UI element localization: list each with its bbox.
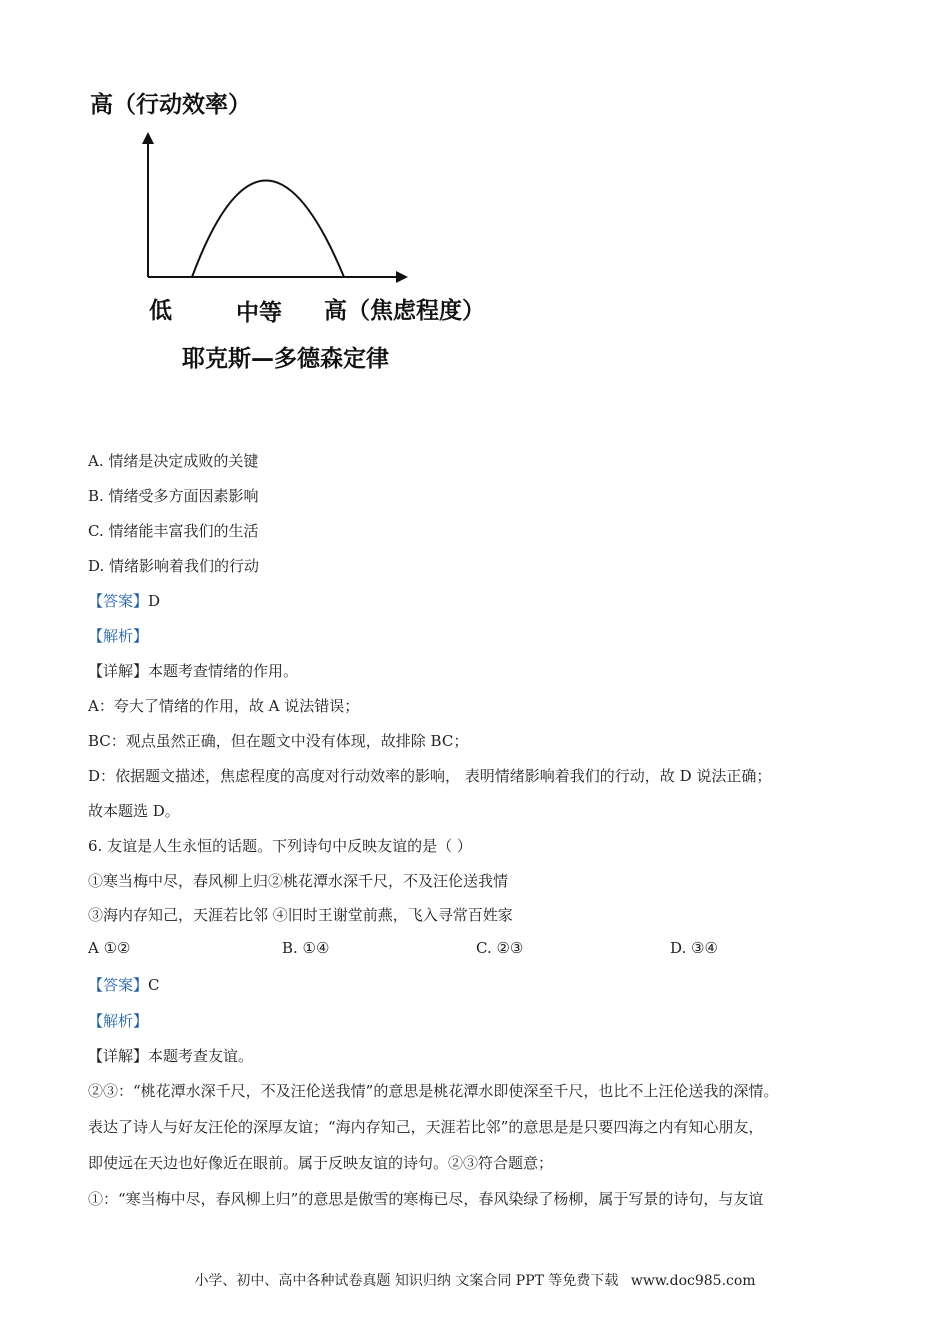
q6-poems-line-2: ③海内存知己，天涯若比邻 ④旧时王谢堂前燕，飞入寻常百姓家 <box>88 906 513 924</box>
q5-explanation-a: A：夸大了情绪的作用，故 A 说法错误； <box>88 697 360 715</box>
figure-y-axis-label: 高（行动效率） <box>90 92 251 118</box>
efficiency-curve <box>192 181 344 278</box>
q6-detail <box>88 1045 253 1066</box>
q6-explanation-4: ①：“寒当梅中尽，春风柳上归”的意思是傲雪的寒梅已尽，春风染绿了杨柳，属于写景的诗句，与友谊 <box>88 1190 764 1208</box>
q6-poems-line-1: ①寒当梅中尽，春风柳上归②桃花潭水深千尺，不及汪伦送我情 <box>88 872 509 890</box>
q5-option-b: B. 情绪受多方面因素影响 <box>88 487 259 505</box>
detail-text: 本题考查情绪的作用。 <box>148 662 299 680</box>
footer-text: 小学、初中、高中各种试卷真题 知识归纳 文案合同 PPT 等免费下载 <box>194 1273 619 1289</box>
q5-analysis <box>88 625 148 646</box>
q6-analysis <box>88 1010 148 1031</box>
answer-value: C <box>148 976 160 994</box>
yerkes-dodson-figure <box>88 80 508 380</box>
q6-option-a: A ①② <box>88 939 131 957</box>
q5-conclusion: 故本题选 D。 <box>88 802 180 820</box>
y-axis-arrow <box>142 132 154 144</box>
q5-detail <box>88 660 298 681</box>
figure-caption: 耶克斯—多德森定律 <box>182 346 389 372</box>
x-axis-arrow <box>396 271 408 283</box>
q5-option-d: D. 情绪影响着我们的行动 <box>88 557 260 575</box>
answer-tag: 【答案】 <box>88 976 149 994</box>
q5-option-c: C. 情绪能丰富我们的生活 <box>88 522 259 540</box>
q6-option-c: C. ②③ <box>476 939 524 957</box>
q6-option-d: D. ③④ <box>670 939 718 957</box>
page-footer <box>0 1270 950 1290</box>
figure-x-low: 低 <box>149 298 172 324</box>
analysis-tag: 【解析】 <box>88 1012 149 1030</box>
q5-option-a: A. 情绪是决定成败的关键 <box>88 452 259 470</box>
q5-explanation-bc: BC：观点虽然正确，但在题文中没有体现，故排除 BC； <box>88 732 469 750</box>
detail-tag: 【详解】 <box>88 662 149 680</box>
figure-x-high: 高（焦虑程度） <box>324 298 485 324</box>
q5-answer <box>88 590 160 611</box>
q6-answer <box>88 974 160 995</box>
analysis-tag: 【解析】 <box>88 627 149 645</box>
q6-explanation-2: 表达了诗人与好友汪伦的深厚友谊；“海内存知己，天涯若比邻”的意思是是只要四海之内有知心朋友， <box>88 1118 764 1136</box>
q5-explanation-d: D：依据题文描述，焦虑程度的高度对行动效率的影响， 表明情绪影响着我们的行动，故 D 说法正确； <box>88 767 772 785</box>
q6-explanation-3: 即使远在天边也好像近在眼前。属于反映友谊的诗句。②③符合题意； <box>88 1154 554 1172</box>
detail-tag: 【详解】 <box>88 1047 149 1065</box>
answer-tag: 【答案】 <box>88 592 149 610</box>
footer-link[interactable]: www.doc985.com <box>630 1273 756 1289</box>
figure-x-mid: 中等 <box>236 300 282 326</box>
q6-explanation-1: ②③：“桃花潭水深千尺，不及汪伦送我情”的意思是桃花潭水即使深至千尺，也比不上汪伦送我的深情。 <box>88 1082 779 1100</box>
answer-value: D <box>148 592 161 610</box>
detail-text: 本题考查友谊。 <box>148 1047 254 1065</box>
q6-option-b: B. ①④ <box>282 939 330 957</box>
q6-stem: 6. 友谊是人生永恒的话题。下列诗句中反映友谊的是（ ） <box>88 837 472 855</box>
